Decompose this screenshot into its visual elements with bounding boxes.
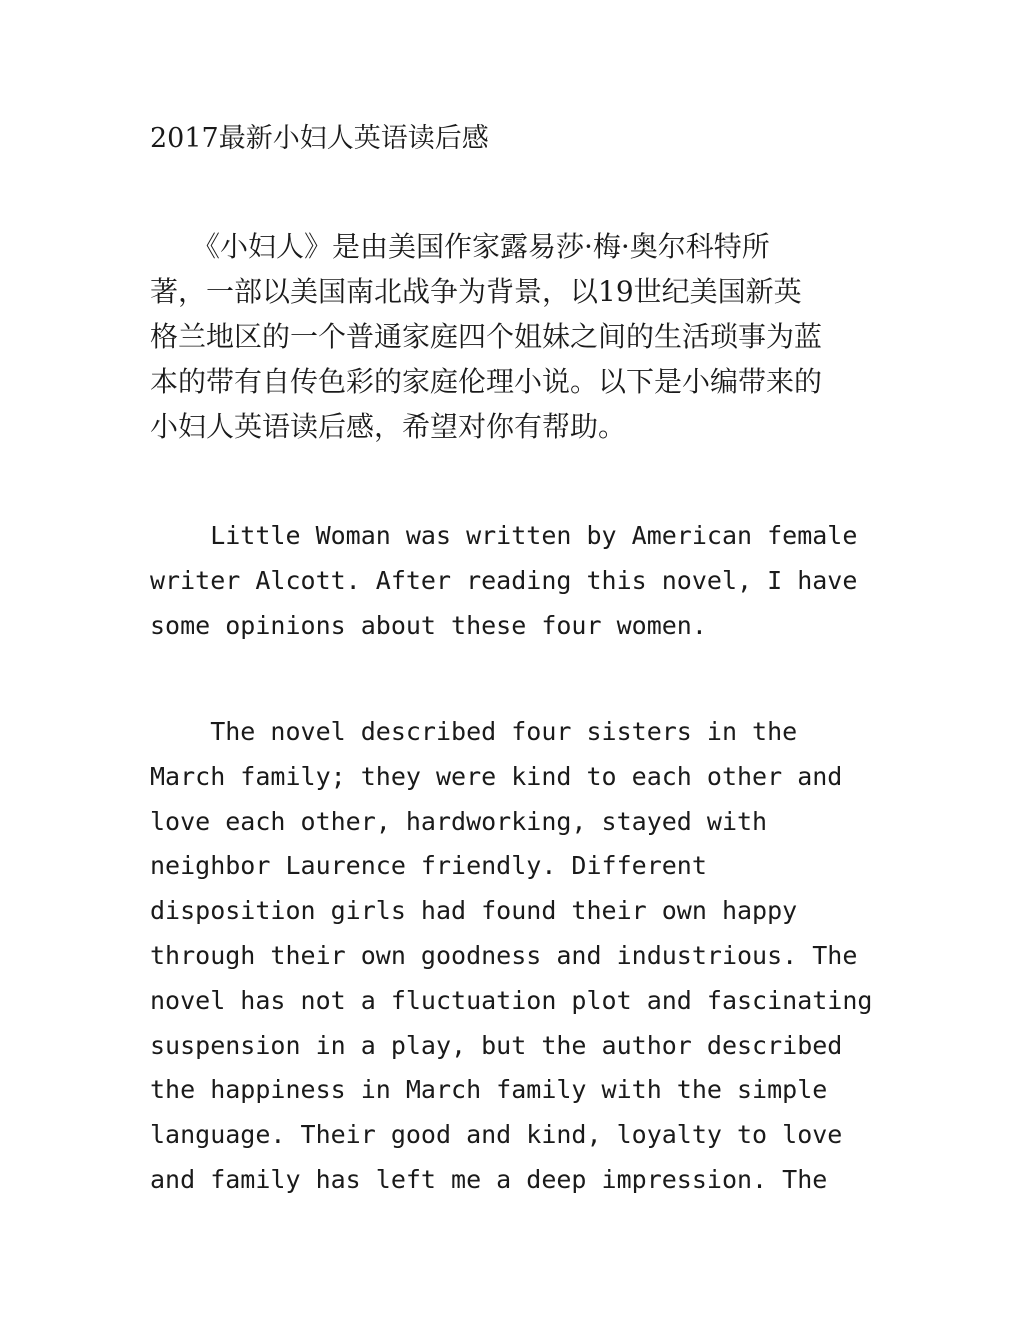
- intro-line: 本的带有自传色彩的家庭伦理小说。以下是小编带来的: [150, 365, 823, 398]
- paragraph-line: March family; they were kind to each other and: [150, 761, 843, 791]
- document-title: 2017最新小妇人英语读后感: [150, 123, 489, 154]
- paragraph-line: love each other, hardworking, stayed with: [150, 806, 768, 836]
- english-paragraph-2: [150, 710, 910, 1203]
- intro-line: 著，一部以美国南北战争为背景，以19世纪美国新英: [150, 275, 802, 308]
- intro-line: 小妇人英语读后感，希望对你有帮助。: [150, 410, 627, 443]
- english-paragraph-1: [150, 514, 910, 648]
- paragraph-line: neighbor Laurence friendly. Different: [150, 851, 707, 881]
- paragraph-line: disposition girls had found their own happy: [150, 896, 798, 926]
- paragraph-line: suspension in a play, but the author described: [150, 1030, 843, 1060]
- paragraph-line: The novel described four sisters in the: [150, 717, 798, 746]
- paragraph-line: Little Woman was written by American female: [150, 521, 858, 550]
- intro-line: 格兰地区的一个普通家庭四个姐妹之间的生活琐事为蓝: [150, 320, 823, 353]
- paragraph-line: novel has not a fluctuation plot and fascinating: [150, 985, 873, 1015]
- paragraph-line: and family has left me a deep impression. The: [150, 1164, 828, 1194]
- paragraph-line: through their own goodness and industrious. The: [150, 940, 858, 970]
- paragraph-line: language. Their good and kind, loyalty to love: [150, 1120, 843, 1150]
- paragraph-line: some opinions about these four women.: [150, 610, 707, 640]
- intro-line: 《小妇人》是由美国作家露易莎·梅·奥尔科特所: [150, 230, 770, 263]
- paragraph-line: writer Alcott. After reading this novel, I have: [150, 565, 858, 595]
- intro-paragraph: [150, 224, 880, 449]
- paragraph-line: the happiness in March family with the simple: [150, 1075, 828, 1105]
